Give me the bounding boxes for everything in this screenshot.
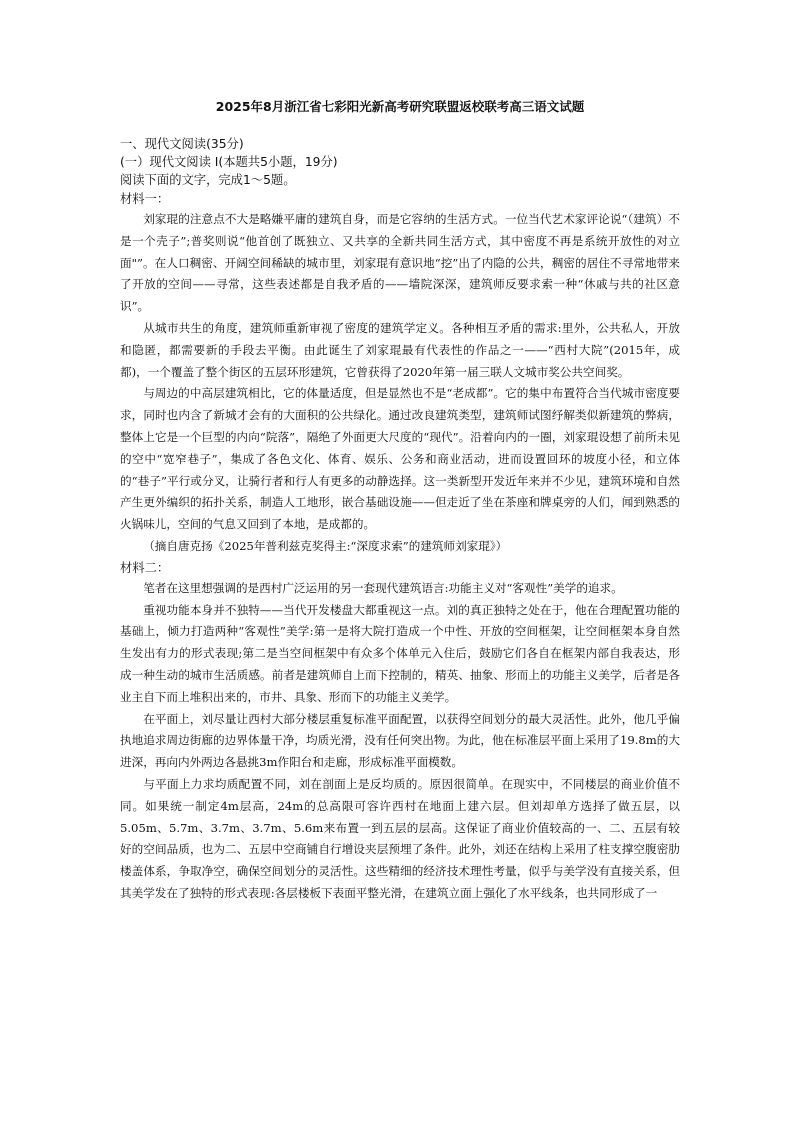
section-heading: 一、现代文阅读(35分) xyxy=(120,137,244,151)
exam-title: 2025年8月浙江省七彩阳光新高考研究联盟返校联考高三语文试题 xyxy=(215,99,585,114)
material-two-paragraph: 重视功能本身并不独特——当代开发楼盘大都重视这一点。刘的真正独特之处在于，他在合理配置功能的基础上，倾力打造两种“客观性”美学:第一是将大院打造成一个中性、开放的空间框架，让空间框架本身自然生发出有力的形式表现;第二是当空间框架中有众多个体单元入住后，鼓励它们各自在框架内部自我表达，形成一种生动的城市生活质感。前者是建筑师自上而下控制的，精英、抽象、形而上的功能主义美学，后者是各业主自下而上堆积出来的，市井、具象、形而下的功能主义美学。 xyxy=(120,602,680,704)
material-two-label: 材料二： xyxy=(120,560,170,575)
material-two-paragraph: 在平面上，刘尽量让西村大部分楼层重复标准平面配置，以获得空间划分的最大灵活性。此外，他几乎偏执地追求周边街廊的边界体量干净，均质光滑，没有任何突出物。为此，他在标准层平面上采用了19.8m的大进深，再向内外两边各悬挑3m作阳台和走廊，形成标准平面模数。 xyxy=(120,711,680,770)
reading-instruction: 阅读下面的文字，完成1～5题。 xyxy=(120,173,296,187)
exam-page xyxy=(120,96,680,905)
material-one-paragraph: 刘家琨的注意点不大是略嫌平庸的建筑自身，而是它容纳的生活方式。一位当代艺术家评论说“（建筑）不是一个壳子”;普奖则说“他首创了既独立、又共享的全新共同生活方式，其中密度不再是系统开放性的对立面"”。在人口稠密、开阔空间稀缺的城市里，刘家琨有意识地“挖”出了内隐的公共，稠密的居住不寻常地带来了开放的空间——寻常，这些表述都是自我矛盾的——墙院深深，建筑师反要求索一种“休戚与共的社区意识”。 xyxy=(120,212,680,314)
material-two-paragraph: 与平面上力求均质配置不同，刘在剖面上是反均质的。原因很简单。在现实中，不同楼层的商业价值不同。如果统一制定4m层高，24m的总高限可容许西村在地面上建六层。但刘却单方选择了做五层，以5.05m、5.7m、3.7m、3.7m、5.6m来布置一到五层的层高。这保证了商业价值较高的一、二、五层有较好的空间品质，也为二、五层中空商铺自行增设夹层预埋了条件。此外，刘还在结构上采用了柱支撑空腹密肋楼盖体系，争取净空，确保空间划分的灵活性。这些精细的经济技术理性考量，似乎与美学没有直接关系，但其美学发在了独特的形式表现:各层楼板下表面平整光滑，在建筑立面上强化了水平线条，也共同形成了一 xyxy=(120,776,680,900)
material-one-label: 材料一： xyxy=(120,192,170,206)
material-one-paragraph: 从城市共生的角度，建筑师重新审视了密度的建筑学定义。各种相互矛盾的需求:里外，公共私人，开放和隐匿，都需要新的手段去平衡。由此诞生了刘家琨最有代表性的作品之一——“西村大院”(2015年，成都)，一个覆盖了整个街区的五层环形建筑，它曾获得了2020年第一届三联人文城市奖公共空间奖。 xyxy=(120,320,680,379)
subsection-heading: (一）现代文阅读 I(本题共5小题，19分) xyxy=(120,155,338,169)
material-one-citation: （摘自唐克扬《2025年普利兹克奖得主:“深度求索”的建筑师刘家琨》） xyxy=(143,538,508,553)
material-two-paragraph: 笔者在这里想强调的是西村广泛运用的另一套现代建筑语言:功能主义对“客观性”美学的追求。 xyxy=(143,580,623,595)
material-one-paragraph: 与周边的中高层建筑相比，它的体量适度，但是显然也不是“老成都”。它的集中布置符合当代城市密度要求，同时也内含了新城才会有的大面积的公共绿化。通过改良建筑类型，建筑师试图纾解类似新建筑的弊病，整体上它是一个巨型的内向“院落”，隔绝了外面更大尺度的“现代”。沿着向内的一圈，刘家琨设想了前所未见的空中“宽窄巷子”，集成了各色文化、体育、娱乐、公务和商业活动，进而设置回环的坡度小径，和立体的“巷子”平行或分叉，让骑行者和行人有更多的动静选择。这一类新型开发近年来并不少见，建筑环境和自然产生更外编织的拓扑关系，制造人工地形，嵌合基础设施——但走近了坐在茶座和牌桌旁的人们，闻到熟悉的火锅味儿，空间的气息又回到了本地，是成都的。 xyxy=(120,386,680,532)
